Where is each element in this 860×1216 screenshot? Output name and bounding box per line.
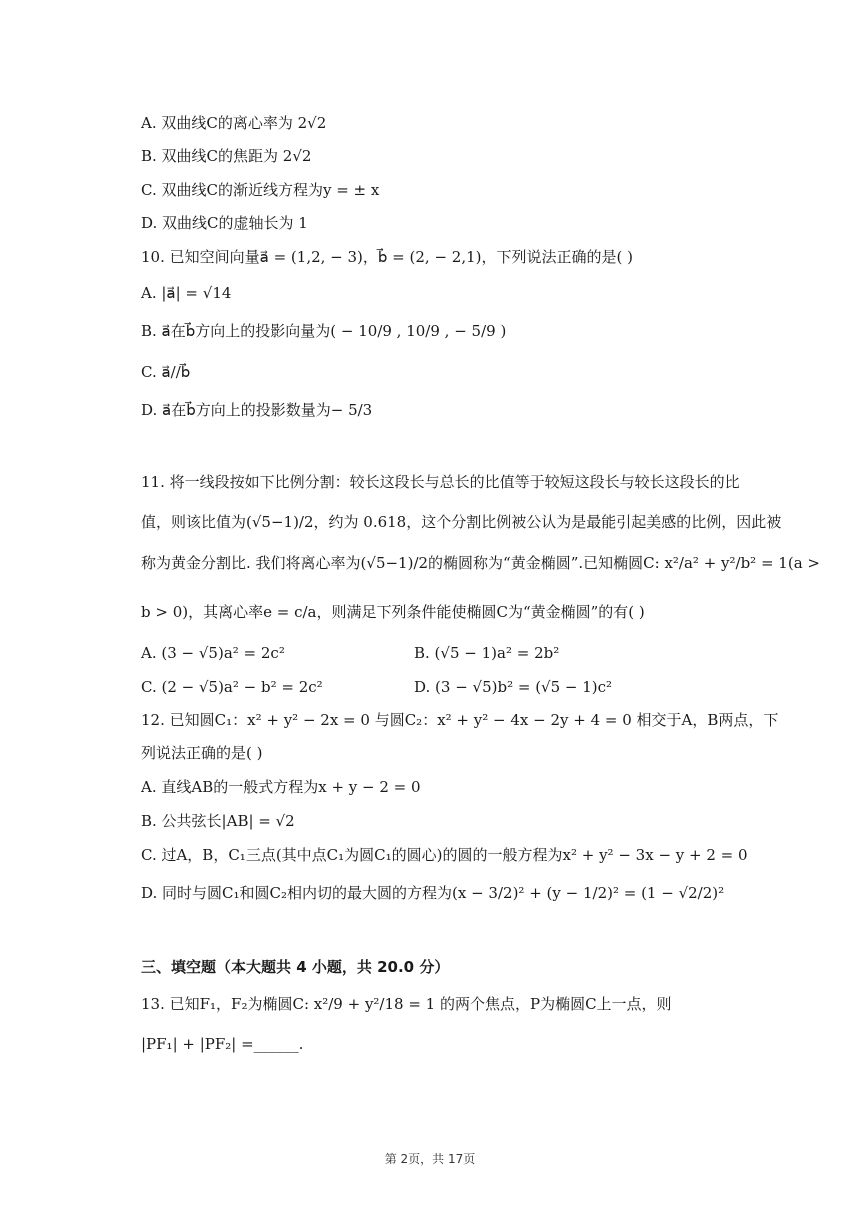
question-13-line2: |PF₁| + |PF₂| =______. bbox=[141, 1035, 304, 1053]
option-11a: A. (3 − √5)a² = 2c² bbox=[141, 644, 285, 662]
question-11-line1: 11. 将一线段按如下比例分割：较长这段长与总长的比值等于较短这段长与较长这段长的比 bbox=[141, 473, 740, 491]
option-11c: C. (2 − √5)a² − b² = 2c² bbox=[141, 678, 323, 696]
question-12-line2: 列说法正确的是( ) bbox=[141, 744, 263, 762]
option-10a: A. |a⃗| = √14 bbox=[141, 284, 232, 302]
option-11b: B. (√5 − 1)a² = 2b² bbox=[414, 644, 560, 662]
option-9c: C. 双曲线C的渐近线方程为y = ± x bbox=[141, 181, 380, 199]
option-12a: A. 直线AB的一般式方程为x + y − 2 = 0 bbox=[141, 778, 421, 796]
section-heading: 三、填空题（本大题共 4 小题，共 20.0 分） bbox=[141, 958, 450, 976]
question-11-line3: 称为黄金分割比. 我们将离心率为(√5−1)/2的椭圆称为“黄金椭圆”.已知椭圆C: x²/a² + y²/b² = 1(a > bbox=[141, 554, 820, 572]
option-10d: D. a⃗在b⃗方向上的投影数量为− 5/3 bbox=[141, 401, 373, 419]
option-12b: B. 公共弦长|AB| = √2 bbox=[141, 812, 295, 830]
option-9d: D. 双曲线C的虚轴长为 1 bbox=[141, 214, 308, 232]
question-13-line1: 13. 已知F₁，F₂为椭圆C: x²/9 + y²/18 = 1 的两个焦点，P为椭圆C上一点，则 bbox=[141, 995, 672, 1013]
option-12d: D. 同时与圆C₁和圆C₂相内切的最大圆的方程为(x − 3/2)² + (y − 1/2)² = (1 − √2/2)² bbox=[141, 884, 725, 902]
option-10c: C. a⃗//b⃗ bbox=[141, 363, 191, 381]
option-9a: A. 双曲线C的离心率为 2√2 bbox=[141, 114, 327, 132]
page-footer: 第 2页，共 17页 bbox=[384, 1152, 476, 1166]
question-10: 10. 已知空间向量a⃗ = (1,2, − 3)，b⃗ = (2, − 2,1)，下列说法正确的是( ) bbox=[141, 248, 633, 266]
option-10b: B. a⃗在b⃗方向上的投影向量为( − 10/9 , 10/9 , − 5/9 ) bbox=[141, 322, 507, 340]
question-12-line1: 12. 已知圆C₁：x² + y² − 2x = 0 与圆C₂：x² + y² − 4x − 2y + 4 = 0 相交于A，B两点，下 bbox=[141, 711, 779, 729]
question-11-line2: 值，则该比值为(√5−1)/2，约为 0.618，这个分割比例被公认为是最能引起美感的比例，因此被 bbox=[141, 513, 782, 531]
question-11-line4: b > 0)，其离心率e = c/a，则满足下列条件能使椭圆C为“黄金椭圆”的有( ) bbox=[141, 603, 645, 621]
option-11d: D. (3 − √5)b² = (√5 − 1)c² bbox=[414, 678, 613, 696]
option-12c: C. 过A，B，C₁三点(其中点C₁为圆C₁的圆心)的圆的一般方程为x² + y² − 3x − y + 2 = 0 bbox=[141, 846, 748, 864]
option-9b: B. 双曲线C的焦距为 2√2 bbox=[141, 147, 312, 165]
